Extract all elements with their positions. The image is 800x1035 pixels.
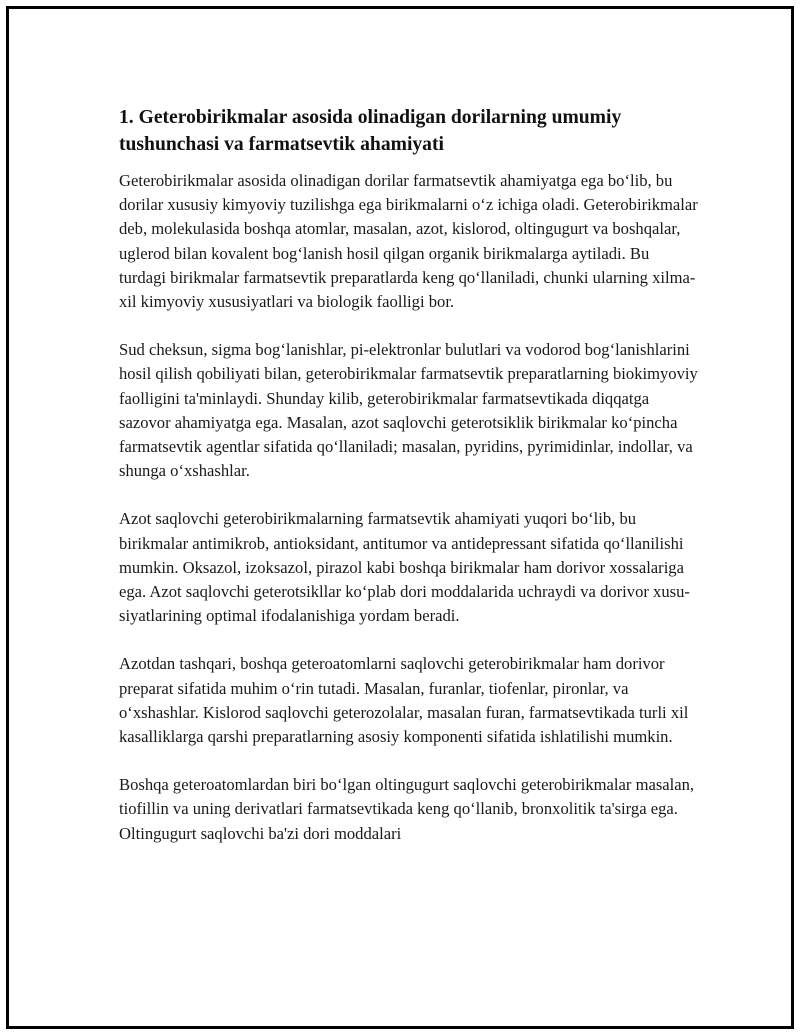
paragraph-4: Azotdan tashqari, boshqa geteroatomlarni saqlovchi geterobirikmalar ham dorivor preparat sifatida muhim o‘rin tutadi. Masalan, furanlar, tiofenlar, pironlar, va o‘xshashlar. Kislorod saqlovchi geterozolalar, masalan furan, farmatsevtikada turli xil kasalliklarga qarshi preparatlarning asosiy komponenti sifatida ishlatilishi mumkin. — [119, 654, 689, 747]
paragraph-3: Azot saqlovchi geterobirikmalarning farmatsevtik ahamiyati yuqori bo‘lib, bu birikmalar antimikrob, antioksidant, antitumor va antidepressant sifatida qo‘llanilishi mumkin. Oksazol, izoksazol, pirazol kabi boshqa birikmalar ham dorivor xossalariga ega. Azot saqlovchi geterotsikllar ko‘plab dori moddalarida uchraydi va dorivor xususiyatlarining optimal ifodalanishiga yordam beradi. — [119, 509, 690, 626]
paragraph-5: Boshqa geteroatomlardan biri bo‘lgan oltingugurt saqlovchi geterobirikmalar masalan, tiofillin va uning derivatlari farmatsevtikada keng qo‘llanib, bronxolitik ta'sirga ega. Oltingugurt saqlovchi ba'zi dori moddalari — [119, 775, 695, 843]
paragraph-2: Sud cheksun, sigma bog‘lanishlar, pi-elektronlar bulutlari va vodorod bog‘lanishlarini hosil qilish qobiliyati bilan, geterobirikmalar farmatsevtik preparatlarning biokimyoviy faolligini ta'minlaydi. Shunday kilib, geterobirikmalar farmatsevtikada diqqatga sazovor ahamiyatga ega. Masalan, azot saqlovchi geterotsiklik birikmalar ko‘pincha farmatsevtik agentlar sifatida qo‘llaniladi; masalan, pyridins, pyrimidinlar, indollar, va shunga o‘xshashlar. — [119, 340, 698, 481]
document-body — [119, 97, 699, 870]
section-heading: 1. Geterobirikmalar asosida olinadigan dorilarning umumiy tushunchasi va farmatsevtik ahamiyati — [119, 107, 622, 155]
page-frame — [6, 6, 794, 1029]
paragraph-1: Geterobirikmalar asosida olinadigan dorilar farmatsevtik ahamiyatga ega bo‘lib, bu dorilar xususiy kimyoviy tuzilishga ega birikmalarni o‘z ichiga oladi. Geterobirikmalar deb, molekulasida boshqa atomlar, masalan, azot, kislorod, oltingugurt va boshqalar, uglerod bilan kovalent bog‘lanish hosil qilgan organik birikmalarga aytiladi. Bu turdagi birikmalar farmatsevtik preparatlarda keng qo‘llaniladi, chunki ularning xilma-xil kimyoviy xususiyatlari va biologik faolligi bor. — [119, 171, 698, 312]
